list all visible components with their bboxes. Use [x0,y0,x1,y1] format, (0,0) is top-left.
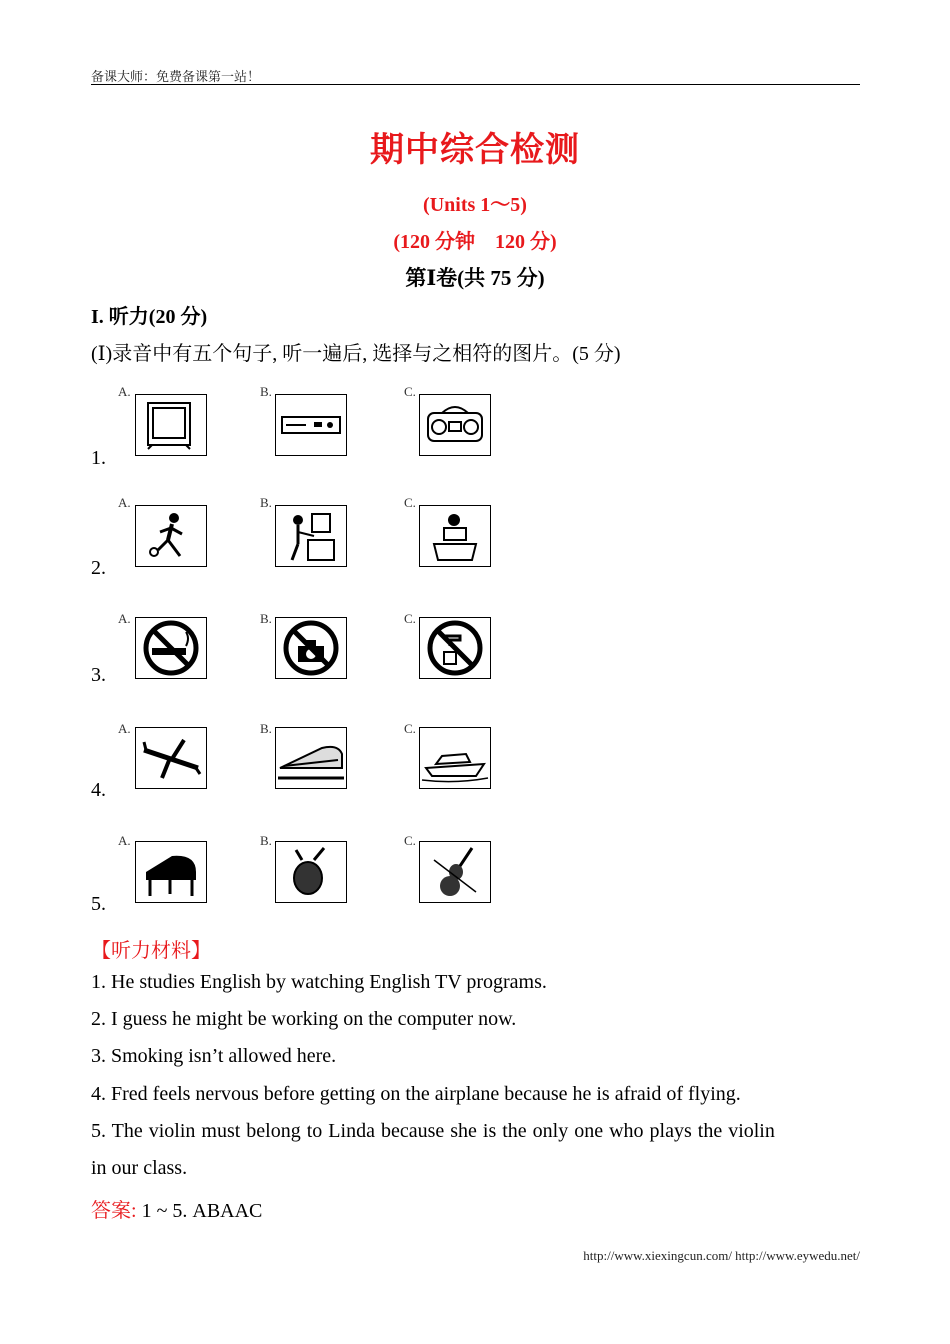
dvd-player-icon[interactable] [275,394,347,456]
material-line: 1. He studies English by watching English TV programs. [91,971,547,993]
question-number: 5. [91,893,106,915]
material-line: 5. The violin must belong to Linda because she is the only one who plays the violin [91,1120,775,1142]
question-number: 1. [91,447,106,469]
option-label-a: A. [118,384,131,399]
option-label-a: A. [118,721,131,736]
train-icon[interactable] [275,727,347,789]
computer-user-icon[interactable] [275,505,347,567]
reading-person-icon[interactable] [419,505,491,567]
section-heading: I. 听力(20 分) [91,306,208,328]
option-label-c: C. [404,384,416,399]
time-score-subtitle: (120 分钟 120 分) [393,231,557,253]
material-line: 3. Smoking isn’t allowed here. [91,1045,337,1067]
option-label-b: B. [260,611,272,626]
option-label-c: C. [404,495,416,510]
units-subtitle: (Units 1～5) [423,194,527,216]
option-label-b: B. [260,721,272,736]
no-drinking-icon[interactable] [419,617,491,679]
page-header: 备课大师：免费备课第一站！ [91,69,261,84]
option-label-a: A. [118,495,131,510]
page-title: 期中综合检测 [370,132,580,169]
option-label-b: B. [260,384,272,399]
option-label-c: C. [404,611,416,626]
piano-icon[interactable] [135,841,207,903]
question-number: 2. [91,557,106,579]
no-photos-icon[interactable] [275,617,347,679]
violin-icon[interactable] [419,841,491,903]
material-heading: 【听力材料】 [91,940,211,962]
option-label-b: B. [260,833,272,848]
option-label-b: B. [260,495,272,510]
question-number: 4. [91,779,106,801]
question-number: 3. [91,664,106,686]
material-line: in our class. [91,1157,188,1179]
volume-heading: 第Ⅰ卷(共 75 分) [405,266,545,290]
ship-icon[interactable] [419,727,491,789]
part-instruction: (Ⅰ)录音中有五个句子, 听一遍后, 选择与之相符的图片。(5 分) [91,343,621,365]
page-footer[interactable]: http://www.xiexingcun.com/ http://www.eywedu.net/ [583,1248,860,1263]
material-line: 2. I guess he might be working on the computer now. [91,1008,517,1030]
header-divider [91,84,860,85]
no-smoking-icon[interactable] [135,617,207,679]
radio-icon[interactable] [419,394,491,456]
drum-icon[interactable] [275,841,347,903]
option-label-c: C. [404,833,416,848]
answer-line [91,1194,262,1223]
option-label-a: A. [118,611,131,626]
running-man-icon[interactable] [135,505,207,567]
answer-label: 答案: [91,1200,137,1222]
airplane-icon[interactable] [135,727,207,789]
material-line: 4. Fred feels nervous before getting on the airplane because he is afraid of flying. [91,1083,741,1105]
tv-icon[interactable] [135,394,207,456]
answer-value: 1 ~ 5. ABAAC [136,1200,263,1222]
option-label-a: A. [118,833,131,848]
option-label-c: C. [404,721,416,736]
